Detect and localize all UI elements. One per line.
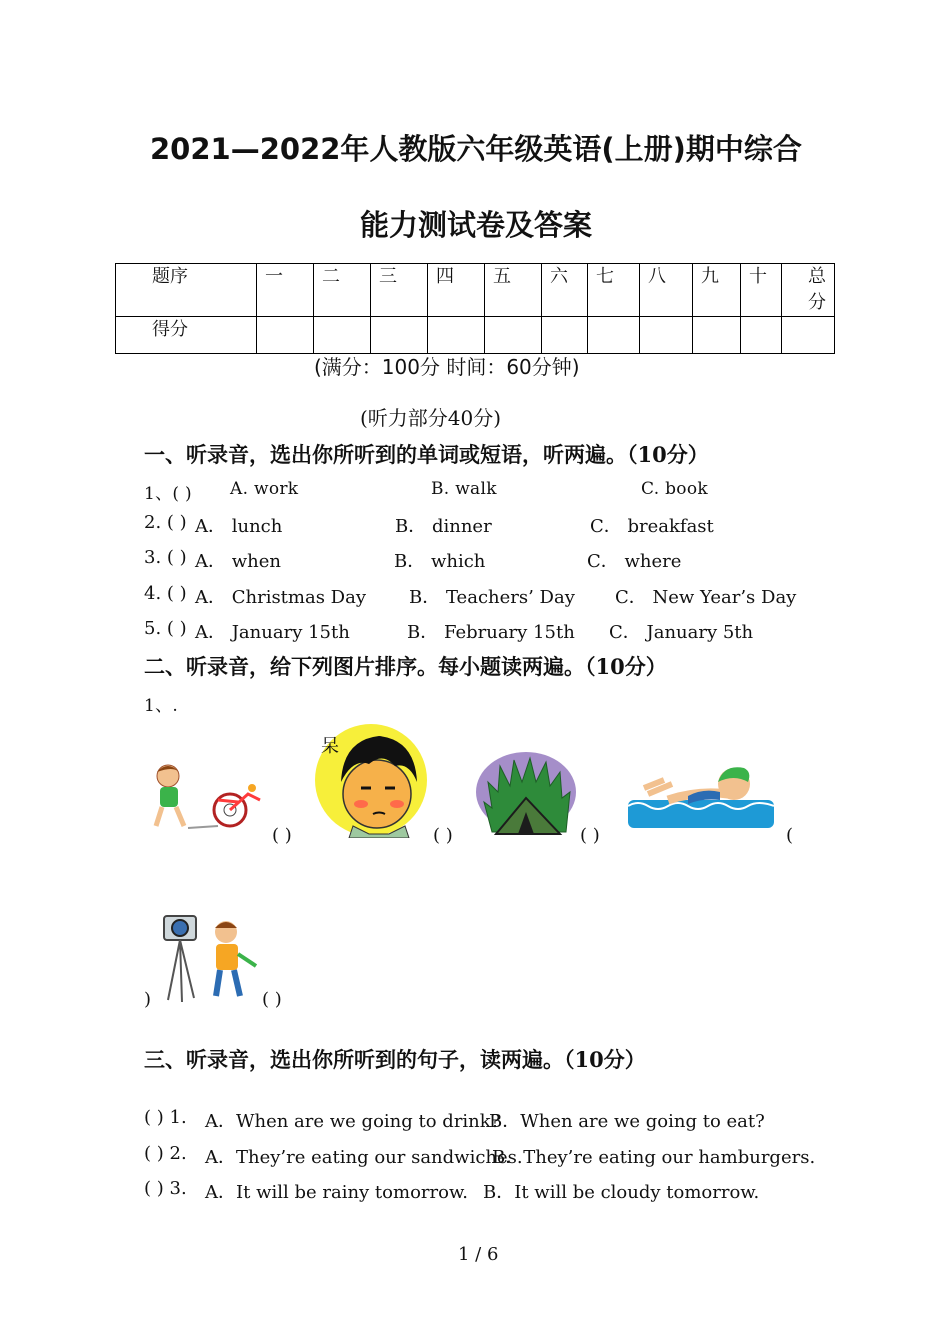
swimming-picture [628,760,774,830]
title-line-2: 能力测试卷及答案 [360,208,593,242]
answer-blank-1[interactable]: ( ) [272,825,292,846]
score-cell[interactable] [542,317,588,354]
q1-number: 1、( ) [144,484,192,504]
title-line-1: 2021—2022年人教版六年级英语(上册)期中综合 [150,132,802,166]
q2-option-a: A． lunch [195,516,283,537]
s3-q3-number: ( ) 3. [144,1178,187,1199]
q1-option-b: B. walk [431,479,497,499]
s3-q1-option-a: A．When are we going to drink? [205,1111,501,1132]
score-cell[interactable] [485,317,542,354]
exam-meta: (满分：100分 时间：60分钟) [314,355,580,379]
s3-q2-option-a: A．They’re eating our sandwiches. [205,1147,523,1168]
q1-option-c: C. book [641,479,708,499]
s3-q2-option-b: B．They’re eating our hamburgers. [492,1147,816,1168]
sad-boy-picture [313,722,431,838]
q4-option-c: C． New Year’s Day [615,587,797,608]
score-cell[interactable] [640,317,693,354]
paren-close: ) [144,989,152,1010]
score-cell[interactable] [588,317,640,354]
q4-number: 4. ( ) [144,583,187,604]
svg-text:呆: 呆 [321,736,339,757]
score-cell[interactable] [428,317,485,354]
header-cell: 三 [371,264,428,317]
header-cell: 七 [588,264,640,317]
header-cell: 题序 [116,264,257,317]
s3-q1-number: ( ) 1. [144,1107,187,1128]
answer-blank-2[interactable]: ( ) [433,825,453,846]
bike-fall-picture [148,760,266,834]
tent-picture [474,752,578,836]
camera-picture [160,910,260,1004]
score-cell[interactable] [782,317,835,354]
answer-blank-3[interactable]: ( ) [580,825,600,846]
q5-number: 5. ( ) [144,618,187,639]
row-label: 得分 [116,317,257,354]
header-cell: 五 [485,264,542,317]
header-cell: 八 [640,264,693,317]
s3-q2-number: ( ) 2. [144,1143,187,1164]
score-cell[interactable] [371,317,428,354]
header-cell: 四 [428,264,485,317]
section2-sub: 1、. [144,696,179,716]
score-cell[interactable] [693,317,741,354]
listening-part-label: (听力部分40分) [360,406,502,430]
q5-option-c: C． January 5th [609,622,754,643]
q3-option-b: B． which [394,551,486,572]
header-cell: 一 [257,264,314,317]
header-cell: 总分 [782,264,835,317]
q4-option-a: A． Christmas Day [195,587,367,608]
paren-open: ( [786,825,794,846]
header-cell: 九 [693,264,741,317]
header-cell: 六 [542,264,588,317]
q3-number: 3. ( ) [144,547,187,568]
q4-option-b: B． Teachers’ Day [409,587,575,608]
s3-q1-option-b: B．When are we going to eat? [489,1111,765,1132]
section2-heading: 二、听录音，给下列图片排序。每小题读两遍。（10分） [144,654,667,679]
score-table [115,263,835,354]
answer-blank-5[interactable]: ( ) [262,989,282,1010]
q5-option-b: B． February 15th [407,622,575,643]
s3-q3-option-a: A．It will be rainy tomorrow. [205,1182,468,1203]
score-table-header-row [116,264,835,317]
page-number: 1 / 6 [458,1244,499,1265]
score-cell[interactable] [257,317,314,354]
s3-q3-option-b: B．It will be cloudy tomorrow. [483,1182,760,1203]
header-cell: 十 [741,264,782,317]
q3-option-a: A． when [195,551,281,572]
section3-heading: 三、听录音，选出你所听到的句子，读两遍。（10分） [144,1047,646,1072]
section1-heading: 一、听录音，选出你所听到的单词或短语，听两遍。（10分） [144,442,709,467]
q2-number: 2. ( ) [144,512,187,533]
score-cell[interactable] [741,317,782,354]
score-cell[interactable] [314,317,371,354]
score-table-score-row [116,317,835,354]
q2-option-b: B． dinner [395,516,492,537]
q1-option-a: A. work [230,479,299,499]
q5-option-a: A． January 15th [195,622,350,643]
header-cell: 二 [314,264,371,317]
q3-option-c: C． where [587,551,682,572]
q2-option-c: C． breakfast [590,516,714,537]
